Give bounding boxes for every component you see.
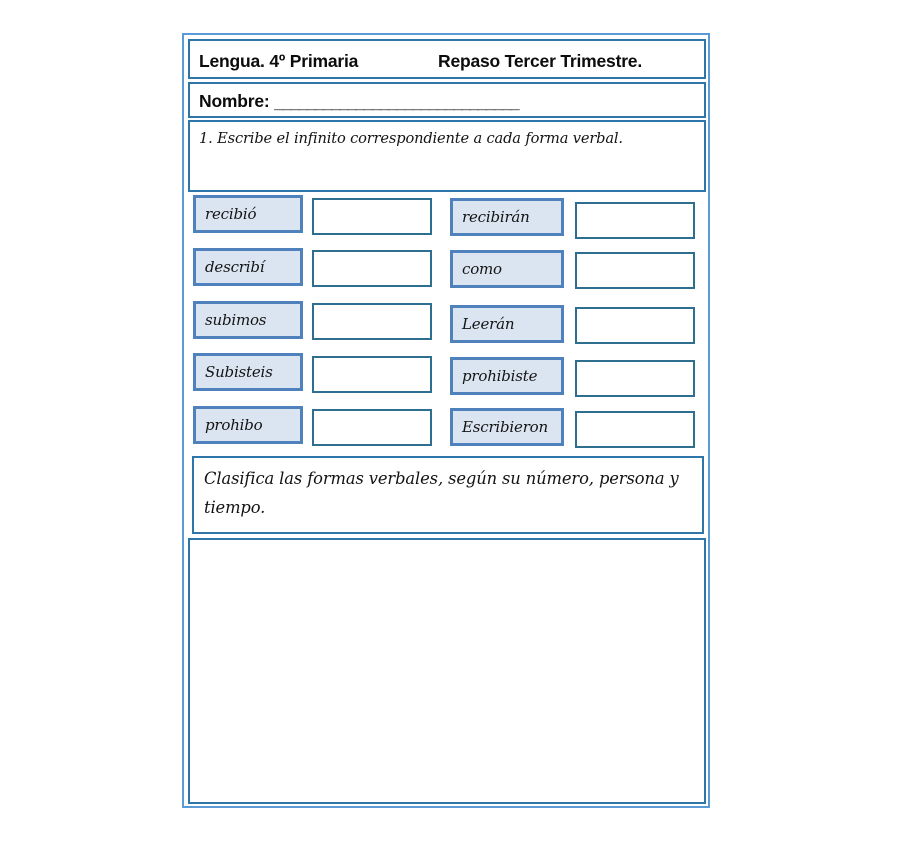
- exercise-2-instruction-text: Clasifica las formas verbales, según su número, persona y tiempo.: [204, 469, 684, 517]
- verb-chip-label: como: [462, 260, 502, 278]
- verb-chip-label: recibió: [205, 205, 257, 223]
- verb-chip: [193, 248, 303, 286]
- answer-box[interactable]: [575, 411, 695, 448]
- verb-chip-label: prohibo: [205, 416, 263, 434]
- verb-chip-label: recibirán: [462, 208, 530, 226]
- exercise-1-instruction-text: 1. Escribe el infinito correspondiente a cada forma verbal.: [199, 130, 623, 147]
- name-field-label: Nombre:: [199, 91, 270, 111]
- term-title: Repaso Tercer Trimestre.: [438, 51, 643, 71]
- verb-chip: [450, 357, 564, 395]
- answer-box[interactable]: [312, 409, 432, 446]
- table-row: [184, 406, 712, 458]
- answer-box[interactable]: [312, 356, 432, 393]
- name-field-band: [188, 82, 706, 118]
- verb-chip-label: prohibiste: [462, 367, 538, 385]
- verb-chip-label: subimos: [205, 311, 267, 329]
- verb-chip: [193, 195, 303, 233]
- verb-answer-grid: [184, 195, 712, 453]
- verb-chip: [450, 250, 564, 288]
- answer-box[interactable]: [575, 360, 695, 397]
- verb-chip-label: Leerán: [462, 315, 515, 333]
- name-field-write-line[interactable]: ______________________________: [274, 92, 518, 112]
- verb-chip: [450, 305, 564, 343]
- verb-chip: [450, 408, 564, 446]
- table-row: [184, 301, 712, 353]
- table-row: [184, 248, 712, 300]
- verb-chip-label: Subisteis: [205, 363, 273, 381]
- verb-chip: [193, 353, 303, 391]
- answer-box[interactable]: [312, 303, 432, 340]
- worksheet-frame: [182, 33, 710, 808]
- verb-chip-label: Escribieron: [462, 418, 548, 436]
- verb-chip: [193, 406, 303, 444]
- answer-box[interactable]: [575, 252, 695, 289]
- verb-chip: [193, 301, 303, 339]
- answer-box[interactable]: [312, 198, 432, 235]
- verb-chip: [450, 198, 564, 236]
- table-row: [184, 353, 712, 405]
- table-row: [184, 195, 712, 247]
- exercise-1-instruction-band: [188, 120, 706, 192]
- verb-chip-label: describí: [205, 258, 265, 276]
- exercise-2-work-area[interactable]: [188, 538, 706, 804]
- answer-box[interactable]: [575, 202, 695, 239]
- answer-box[interactable]: [575, 307, 695, 344]
- answer-box[interactable]: [312, 250, 432, 287]
- exercise-2-instruction-band: [192, 456, 704, 534]
- subject-title: Lengua. 4º Primaria: [199, 51, 359, 71]
- header-band: [188, 39, 706, 79]
